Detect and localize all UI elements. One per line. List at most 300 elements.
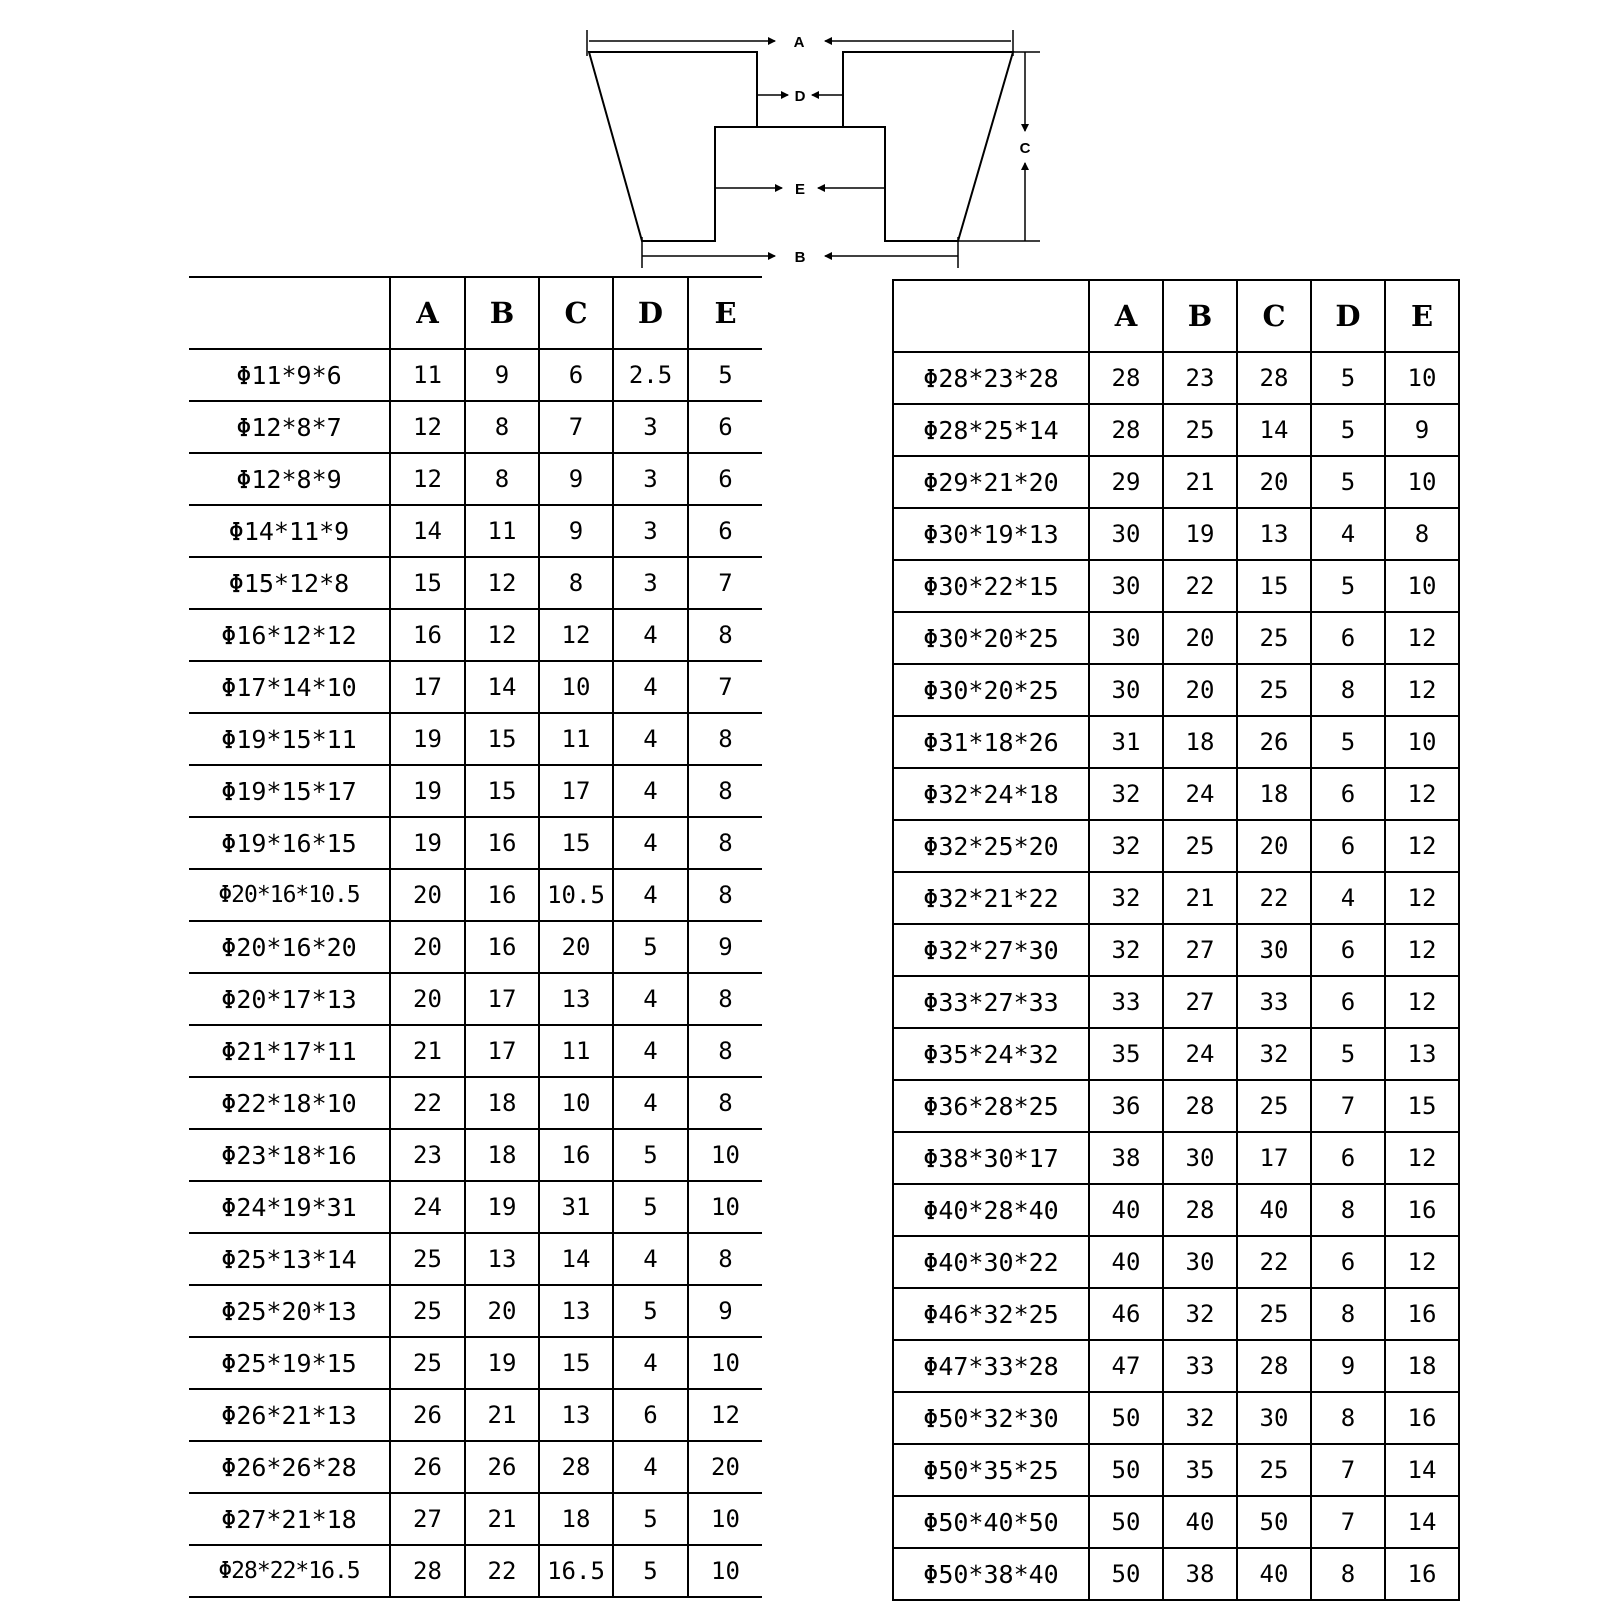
model-cell: Φ38*30*17 xyxy=(893,1132,1089,1184)
value-cell-c: 25 xyxy=(1237,612,1311,664)
model-cell: Φ23*18*16 xyxy=(189,1129,390,1181)
value-cell-a: 17 xyxy=(390,661,465,713)
value-cell-a: 22 xyxy=(390,1077,465,1129)
value-cell-c: 10 xyxy=(539,1077,613,1129)
value-cell-e: 6 xyxy=(688,401,762,453)
table-row xyxy=(189,973,762,1025)
value-cell-e: 16 xyxy=(1385,1548,1459,1600)
value-cell-d: 2.5 xyxy=(613,349,688,401)
model-cell: Φ36*28*25 xyxy=(893,1080,1089,1132)
value-cell-c: 7 xyxy=(539,401,613,453)
table-row xyxy=(893,872,1459,924)
value-cell-c: 25 xyxy=(1237,1444,1311,1496)
value-cell-a: 15 xyxy=(390,557,465,609)
value-cell-a: 38 xyxy=(1089,1132,1163,1184)
value-cell-b: 27 xyxy=(1163,976,1237,1028)
value-cell-a: 24 xyxy=(390,1181,465,1233)
table-row xyxy=(893,976,1459,1028)
value-cell-a: 40 xyxy=(1089,1236,1163,1288)
table-row xyxy=(189,1493,762,1545)
value-cell-d: 4 xyxy=(613,869,688,921)
dimension-label-a: A xyxy=(793,34,805,51)
value-cell-a: 32 xyxy=(1089,872,1163,924)
value-cell-b: 17 xyxy=(465,1025,539,1077)
value-cell-d: 4 xyxy=(613,1077,688,1129)
value-cell-b: 15 xyxy=(465,765,539,817)
value-cell-b: 30 xyxy=(1163,1132,1237,1184)
table-row xyxy=(189,661,762,713)
value-cell-b: 15 xyxy=(465,713,539,765)
table-row xyxy=(893,508,1459,560)
value-cell-e: 7 xyxy=(688,661,762,713)
table-row xyxy=(189,921,762,973)
value-cell-a: 50 xyxy=(1089,1392,1163,1444)
value-cell-c: 28 xyxy=(1237,1340,1311,1392)
value-cell-c: 15 xyxy=(1237,560,1311,612)
value-cell-d: 6 xyxy=(1311,820,1385,872)
value-cell-e: 10 xyxy=(688,1493,762,1545)
value-cell-c: 18 xyxy=(539,1493,613,1545)
value-cell-e: 12 xyxy=(1385,820,1459,872)
value-cell-c: 28 xyxy=(1237,352,1311,404)
value-cell-b: 22 xyxy=(465,1545,539,1597)
value-cell-b: 35 xyxy=(1163,1444,1237,1496)
value-cell-a: 25 xyxy=(390,1285,465,1337)
value-cell-c: 25 xyxy=(1237,1080,1311,1132)
table-row xyxy=(893,924,1459,976)
value-cell-b: 20 xyxy=(1163,612,1237,664)
value-cell-a: 28 xyxy=(1089,352,1163,404)
table-row xyxy=(189,1337,762,1389)
value-cell-e: 9 xyxy=(688,1285,762,1337)
value-cell-d: 5 xyxy=(613,1129,688,1181)
model-cell: Φ33*27*33 xyxy=(893,976,1089,1028)
value-cell-d: 5 xyxy=(613,1493,688,1545)
value-cell-a: 46 xyxy=(1089,1288,1163,1340)
table-row xyxy=(893,352,1459,404)
value-cell-c: 9 xyxy=(539,453,613,505)
model-cell: Φ28*22*16.5 xyxy=(189,1545,390,1597)
value-cell-e: 8 xyxy=(688,609,762,661)
header-cell-e: E xyxy=(1385,280,1459,352)
spec-table-right xyxy=(892,279,1460,1601)
value-cell-a: 19 xyxy=(390,817,465,869)
value-cell-a: 16 xyxy=(390,609,465,661)
value-cell-d: 4 xyxy=(613,1337,688,1389)
value-cell-e: 8 xyxy=(688,765,762,817)
value-cell-a: 40 xyxy=(1089,1184,1163,1236)
value-cell-c: 16.5 xyxy=(539,1545,613,1597)
value-cell-d: 5 xyxy=(1311,456,1385,508)
value-cell-b: 20 xyxy=(1163,664,1237,716)
value-cell-e: 8 xyxy=(688,973,762,1025)
model-cell: Φ30*19*13 xyxy=(893,508,1089,560)
value-cell-d: 5 xyxy=(613,1181,688,1233)
value-cell-a: 35 xyxy=(1089,1028,1163,1080)
value-cell-c: 22 xyxy=(1237,1236,1311,1288)
value-cell-b: 30 xyxy=(1163,1236,1237,1288)
value-cell-e: 13 xyxy=(1385,1028,1459,1080)
model-cell: Φ31*18*26 xyxy=(893,716,1089,768)
value-cell-d: 5 xyxy=(613,921,688,973)
value-cell-c: 40 xyxy=(1237,1548,1311,1600)
value-cell-c: 25 xyxy=(1237,1288,1311,1340)
value-cell-a: 33 xyxy=(1089,976,1163,1028)
value-cell-b: 32 xyxy=(1163,1392,1237,1444)
value-cell-c: 13 xyxy=(539,1285,613,1337)
model-cell: Φ40*30*22 xyxy=(893,1236,1089,1288)
value-cell-d: 6 xyxy=(1311,768,1385,820)
value-cell-b: 32 xyxy=(1163,1288,1237,1340)
value-cell-e: 6 xyxy=(688,505,762,557)
value-cell-d: 4 xyxy=(1311,508,1385,560)
value-cell-a: 30 xyxy=(1089,664,1163,716)
value-cell-e: 20 xyxy=(688,1441,762,1493)
value-cell-c: 10 xyxy=(539,661,613,713)
value-cell-b: 24 xyxy=(1163,768,1237,820)
value-cell-c: 10.5 xyxy=(539,869,613,921)
value-cell-a: 25 xyxy=(390,1337,465,1389)
value-cell-c: 18 xyxy=(1237,768,1311,820)
value-cell-c: 40 xyxy=(1237,1184,1311,1236)
value-cell-a: 20 xyxy=(390,921,465,973)
model-cell: Φ30*22*15 xyxy=(893,560,1089,612)
value-cell-d: 6 xyxy=(613,1389,688,1441)
value-cell-c: 13 xyxy=(1237,508,1311,560)
value-cell-b: 21 xyxy=(465,1389,539,1441)
value-cell-b: 21 xyxy=(1163,456,1237,508)
table-row xyxy=(893,1548,1459,1600)
value-cell-e: 8 xyxy=(688,1025,762,1077)
value-cell-a: 28 xyxy=(1089,404,1163,456)
value-cell-d: 8 xyxy=(1311,1288,1385,1340)
value-cell-c: 28 xyxy=(539,1441,613,1493)
value-cell-d: 5 xyxy=(1311,560,1385,612)
value-cell-c: 17 xyxy=(539,765,613,817)
value-cell-d: 4 xyxy=(613,973,688,1025)
spec-table-left xyxy=(189,276,762,1598)
header-cell-d: D xyxy=(1311,280,1385,352)
header-cell-c: C xyxy=(539,277,613,349)
value-cell-c: 50 xyxy=(1237,1496,1311,1548)
value-cell-b: 20 xyxy=(465,1285,539,1337)
value-cell-b: 13 xyxy=(465,1233,539,1285)
model-cell: Φ32*27*30 xyxy=(893,924,1089,976)
value-cell-b: 22 xyxy=(1163,560,1237,612)
value-cell-a: 12 xyxy=(390,453,465,505)
model-cell: Φ20*16*20 xyxy=(189,921,390,973)
value-cell-e: 8 xyxy=(688,1077,762,1129)
value-cell-b: 21 xyxy=(465,1493,539,1545)
value-cell-e: 12 xyxy=(1385,768,1459,820)
table-row xyxy=(893,1288,1459,1340)
value-cell-e: 6 xyxy=(688,453,762,505)
model-cell: Φ35*24*32 xyxy=(893,1028,1089,1080)
value-cell-c: 30 xyxy=(1237,924,1311,976)
value-cell-b: 8 xyxy=(465,401,539,453)
value-cell-d: 4 xyxy=(613,609,688,661)
value-cell-d: 8 xyxy=(1311,664,1385,716)
table-row xyxy=(893,456,1459,508)
value-cell-a: 12 xyxy=(390,401,465,453)
value-cell-d: 6 xyxy=(1311,976,1385,1028)
table-row xyxy=(189,1233,762,1285)
value-cell-b: 25 xyxy=(1163,404,1237,456)
value-cell-e: 10 xyxy=(688,1337,762,1389)
table-row xyxy=(893,820,1459,872)
value-cell-a: 20 xyxy=(390,973,465,1025)
value-cell-d: 4 xyxy=(613,661,688,713)
value-cell-d: 5 xyxy=(1311,716,1385,768)
value-cell-d: 4 xyxy=(1311,872,1385,924)
value-cell-e: 12 xyxy=(1385,1236,1459,1288)
model-cell: Φ12*8*9 xyxy=(189,453,390,505)
value-cell-d: 7 xyxy=(1311,1496,1385,1548)
value-cell-e: 8 xyxy=(688,869,762,921)
table-row xyxy=(893,1028,1459,1080)
value-cell-d: 4 xyxy=(613,1441,688,1493)
value-cell-e: 18 xyxy=(1385,1340,1459,1392)
value-cell-b: 24 xyxy=(1163,1028,1237,1080)
value-cell-b: 25 xyxy=(1163,820,1237,872)
table-row xyxy=(893,1236,1459,1288)
value-cell-c: 14 xyxy=(539,1233,613,1285)
value-cell-d: 5 xyxy=(1311,1028,1385,1080)
value-cell-b: 19 xyxy=(465,1181,539,1233)
value-cell-d: 5 xyxy=(613,1545,688,1597)
value-cell-b: 12 xyxy=(465,609,539,661)
value-cell-e: 10 xyxy=(1385,716,1459,768)
value-cell-e: 8 xyxy=(688,713,762,765)
value-cell-d: 8 xyxy=(1311,1548,1385,1600)
table-row xyxy=(893,1080,1459,1132)
table-row xyxy=(189,401,762,453)
dimension-label-c: C xyxy=(1019,140,1031,157)
table-row xyxy=(893,560,1459,612)
value-cell-d: 8 xyxy=(1311,1392,1385,1444)
table-row xyxy=(189,869,762,921)
table-row xyxy=(189,453,762,505)
value-cell-a: 23 xyxy=(390,1129,465,1181)
model-cell: Φ30*20*25 xyxy=(893,664,1089,716)
header-cell-b: B xyxy=(465,277,539,349)
value-cell-b: 18 xyxy=(1163,716,1237,768)
model-cell: Φ40*28*40 xyxy=(893,1184,1089,1236)
model-cell: Φ32*21*22 xyxy=(893,872,1089,924)
value-cell-e: 16 xyxy=(1385,1184,1459,1236)
value-cell-e: 16 xyxy=(1385,1288,1459,1340)
value-cell-a: 28 xyxy=(390,1545,465,1597)
model-cell: Φ32*24*18 xyxy=(893,768,1089,820)
table-row xyxy=(893,1340,1459,1392)
value-cell-d: 7 xyxy=(1311,1444,1385,1496)
model-cell: Φ50*32*30 xyxy=(893,1392,1089,1444)
value-cell-c: 17 xyxy=(1237,1132,1311,1184)
value-cell-e: 10 xyxy=(688,1181,762,1233)
value-cell-c: 8 xyxy=(539,557,613,609)
value-cell-d: 6 xyxy=(1311,924,1385,976)
value-cell-a: 36 xyxy=(1089,1080,1163,1132)
table-row xyxy=(189,765,762,817)
value-cell-e: 12 xyxy=(688,1389,762,1441)
value-cell-a: 31 xyxy=(1089,716,1163,768)
model-cell: Φ20*16*10.5 xyxy=(189,869,390,921)
value-cell-e: 10 xyxy=(688,1129,762,1181)
table-row xyxy=(189,713,762,765)
value-cell-b: 17 xyxy=(465,973,539,1025)
header-cell-a: A xyxy=(390,277,465,349)
table-row xyxy=(893,716,1459,768)
model-cell: Φ19*16*15 xyxy=(189,817,390,869)
value-cell-e: 10 xyxy=(1385,352,1459,404)
value-cell-c: 11 xyxy=(539,1025,613,1077)
value-cell-c: 9 xyxy=(539,505,613,557)
value-cell-d: 5 xyxy=(1311,404,1385,456)
model-cell: Φ28*23*28 xyxy=(893,352,1089,404)
value-cell-a: 32 xyxy=(1089,768,1163,820)
dimension-diagram xyxy=(0,0,1600,280)
value-cell-a: 25 xyxy=(390,1233,465,1285)
table-row xyxy=(189,349,762,401)
model-cell: Φ26*26*28 xyxy=(189,1441,390,1493)
value-cell-e: 10 xyxy=(1385,560,1459,612)
header-cell-a: A xyxy=(1089,280,1163,352)
value-cell-e: 8 xyxy=(688,817,762,869)
model-cell: Φ17*14*10 xyxy=(189,661,390,713)
value-cell-e: 12 xyxy=(1385,976,1459,1028)
value-cell-b: 9 xyxy=(465,349,539,401)
part-outline xyxy=(589,52,1013,241)
value-cell-e: 12 xyxy=(1385,1132,1459,1184)
value-cell-b: 23 xyxy=(1163,352,1237,404)
value-cell-a: 11 xyxy=(390,349,465,401)
table-row xyxy=(189,609,762,661)
value-cell-a: 50 xyxy=(1089,1496,1163,1548)
value-cell-e: 7 xyxy=(688,557,762,609)
model-cell: Φ12*8*7 xyxy=(189,401,390,453)
value-cell-d: 6 xyxy=(1311,612,1385,664)
value-cell-c: 11 xyxy=(539,713,613,765)
value-cell-d: 4 xyxy=(613,765,688,817)
value-cell-a: 32 xyxy=(1089,820,1163,872)
model-cell: Φ15*12*8 xyxy=(189,557,390,609)
value-cell-b: 18 xyxy=(465,1077,539,1129)
value-cell-e: 12 xyxy=(1385,612,1459,664)
value-cell-e: 10 xyxy=(688,1545,762,1597)
model-cell: Φ50*38*40 xyxy=(893,1548,1089,1600)
dimension-label-d: D xyxy=(794,88,806,105)
value-cell-e: 14 xyxy=(1385,1444,1459,1496)
table-row xyxy=(189,1025,762,1077)
value-cell-b: 12 xyxy=(465,557,539,609)
value-cell-b: 8 xyxy=(465,453,539,505)
value-cell-b: 28 xyxy=(1163,1184,1237,1236)
model-cell: Φ29*21*20 xyxy=(893,456,1089,508)
value-cell-c: 15 xyxy=(539,1337,613,1389)
value-cell-b: 26 xyxy=(465,1441,539,1493)
value-cell-c: 13 xyxy=(539,1389,613,1441)
value-cell-b: 16 xyxy=(465,817,539,869)
value-cell-d: 4 xyxy=(613,1233,688,1285)
value-cell-c: 13 xyxy=(539,973,613,1025)
header-cell-model xyxy=(189,277,390,349)
model-cell: Φ46*32*25 xyxy=(893,1288,1089,1340)
value-cell-c: 15 xyxy=(539,817,613,869)
value-cell-b: 18 xyxy=(465,1129,539,1181)
value-cell-a: 30 xyxy=(1089,560,1163,612)
value-cell-b: 19 xyxy=(465,1337,539,1389)
model-cell: Φ20*17*13 xyxy=(189,973,390,1025)
value-cell-c: 12 xyxy=(539,609,613,661)
table-row xyxy=(189,1285,762,1337)
value-cell-e: 5 xyxy=(688,349,762,401)
table-row xyxy=(893,664,1459,716)
header-cell-c: C xyxy=(1237,280,1311,352)
value-cell-d: 3 xyxy=(613,557,688,609)
value-cell-a: 47 xyxy=(1089,1340,1163,1392)
value-cell-b: 16 xyxy=(465,869,539,921)
model-cell: Φ21*17*11 xyxy=(189,1025,390,1077)
model-cell: Φ30*20*25 xyxy=(893,612,1089,664)
value-cell-c: 32 xyxy=(1237,1028,1311,1080)
table-row xyxy=(893,1132,1459,1184)
value-cell-a: 26 xyxy=(390,1389,465,1441)
value-cell-e: 8 xyxy=(688,1233,762,1285)
table-row xyxy=(893,1496,1459,1548)
value-cell-c: 20 xyxy=(1237,456,1311,508)
value-cell-b: 38 xyxy=(1163,1548,1237,1600)
model-cell: Φ19*15*17 xyxy=(189,765,390,817)
value-cell-e: 12 xyxy=(1385,924,1459,976)
value-cell-a: 26 xyxy=(390,1441,465,1493)
value-cell-b: 40 xyxy=(1163,1496,1237,1548)
value-cell-b: 21 xyxy=(1163,872,1237,924)
table-row xyxy=(189,1389,762,1441)
header-cell-b: B xyxy=(1163,280,1237,352)
value-cell-b: 16 xyxy=(465,921,539,973)
value-cell-c: 6 xyxy=(539,349,613,401)
value-cell-a: 21 xyxy=(390,1025,465,1077)
header-cell-model xyxy=(893,280,1089,352)
table-header-row xyxy=(189,277,762,349)
model-cell: Φ14*11*9 xyxy=(189,505,390,557)
value-cell-e: 9 xyxy=(688,921,762,973)
value-cell-d: 5 xyxy=(613,1285,688,1337)
value-cell-a: 30 xyxy=(1089,508,1163,560)
value-cell-c: 26 xyxy=(1237,716,1311,768)
header-cell-e: E xyxy=(688,277,762,349)
value-cell-d: 5 xyxy=(1311,352,1385,404)
table-row xyxy=(189,557,762,609)
value-cell-d: 4 xyxy=(613,817,688,869)
value-cell-a: 27 xyxy=(390,1493,465,1545)
value-cell-b: 19 xyxy=(1163,508,1237,560)
value-cell-c: 33 xyxy=(1237,976,1311,1028)
table-row xyxy=(893,1444,1459,1496)
value-cell-e: 16 xyxy=(1385,1392,1459,1444)
value-cell-e: 8 xyxy=(1385,508,1459,560)
value-cell-b: 33 xyxy=(1163,1340,1237,1392)
value-cell-d: 3 xyxy=(613,401,688,453)
table-row xyxy=(893,1392,1459,1444)
value-cell-c: 25 xyxy=(1237,664,1311,716)
table-row xyxy=(893,404,1459,456)
value-cell-a: 50 xyxy=(1089,1444,1163,1496)
model-cell: Φ27*21*18 xyxy=(189,1493,390,1545)
model-cell: Φ16*12*12 xyxy=(189,609,390,661)
table-row xyxy=(189,1181,762,1233)
table-row xyxy=(893,768,1459,820)
